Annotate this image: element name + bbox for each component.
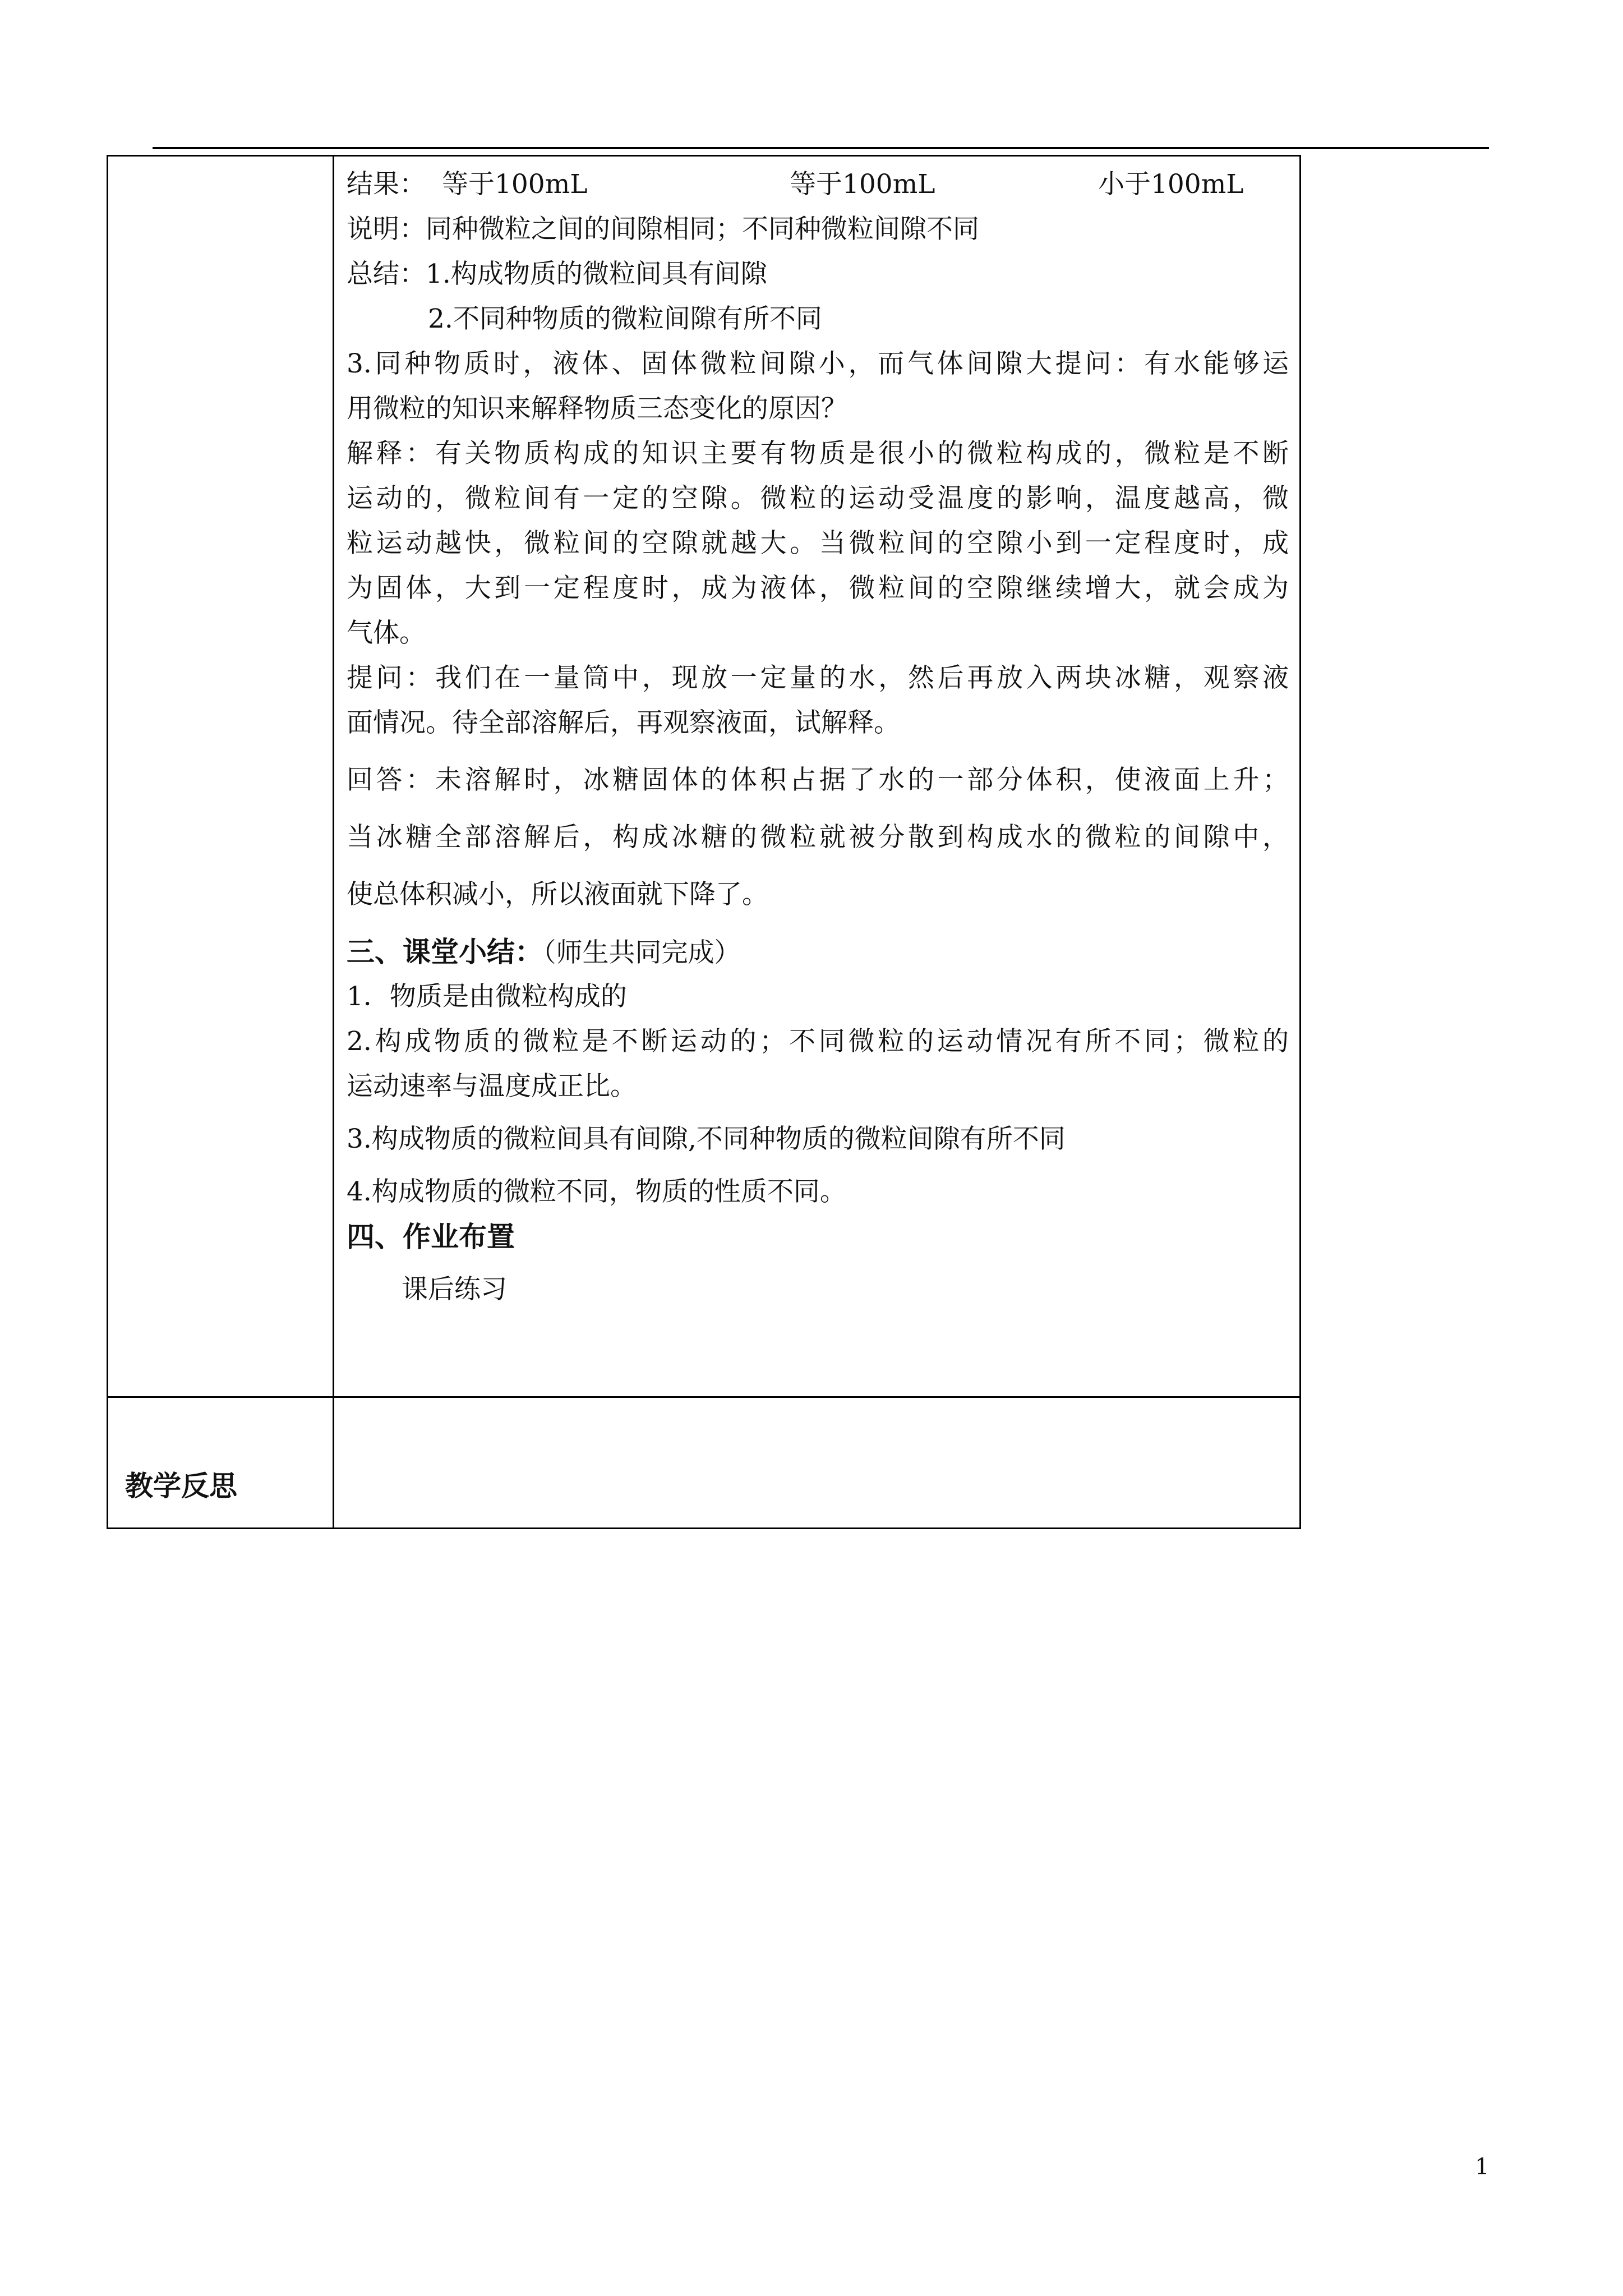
summary-item-2-line-2: 运动速率与温度成正比。 [347,1071,637,1102]
summary-item-2-line-1: 2.构成物质的微粒是不断运动的；不同微粒的运动情况有所不同；微粒的 [347,1026,1289,1057]
reflection-label: 教学反思 [125,1470,237,1502]
result-value-1: 等于100mL [442,169,588,200]
results-line [347,162,1289,207]
interpretation-line-5: 气体。 [347,618,426,648]
summary-line-1: 总结：1.构成物质的微粒间具有间隙 [347,259,767,289]
section3-heading-line [347,930,1289,974]
homework-item: 课后练习 [402,1274,507,1305]
interpretation-line-4: 为固体，大到一定程度时，成为液体，微粒间的空隙继续增大，就会成为 [347,573,1289,604]
answer-line-3: 使总体积减小，所以液面就下降了。 [347,879,768,910]
summary-line-2: 2.不同种物质的微粒间隙有所不同 [428,303,822,334]
answer-line-2: 当冰糖全部溶解后，构成冰糖的微粒就被分散到构成水的微粒的间隙中， [347,822,1289,853]
result-value-3: 小于100mL [1098,169,1244,200]
section3-heading: 三、课堂小结： [347,936,543,968]
row-divider [108,1396,1299,1398]
interpretation-line-2: 运动的，微粒间有一定的空隙。微粒的运动受温度的影响，温度越高，微 [347,483,1289,514]
explanation-line: 说明：同种微粒之间的间隙相同；不同种微粒间隙不同 [347,214,979,245]
question-line-1: 提问：我们在一量筒中，现放一定量的水，然后再放入两块冰糖，观察液 [347,662,1289,693]
results-label: 结果： [347,169,426,200]
point3-line-2: 用微粒的知识来解释物质三态变化的原因？ [347,393,847,424]
section3-note: （师生共同完成） [543,937,741,968]
section4-heading: 四、作业布置 [347,1221,515,1253]
summary-item-4: 4.构成物质的微粒不同，物质的性质不同。 [347,1176,846,1207]
lesson-content [347,162,1289,1312]
result-value-2: 等于100mL [790,169,935,200]
header-rule [153,147,1489,149]
lesson-table [107,155,1301,1529]
answer-line-1: 回答：未溶解时，冰糖固体的体积占据了水的一部分体积，使液面上升； [347,765,1289,795]
page-number: 1 [1475,2154,1490,2180]
column-divider [333,157,334,1527]
point3-line-1: 3.同种物质时，液体、固体微粒间隙小，而气体间隙大提问：有水能够运 [347,348,1289,379]
summary-item-3: 3.构成物质的微粒间具有间隙,不同种物质的微粒间隙有所不同 [347,1124,1066,1154]
summary-item-1: 1．物质是由微粒构成的 [347,981,627,1012]
question-line-2: 面情况。待全部溶解后，再观察液面，试解释。 [347,707,900,738]
interpretation-line-1: 解释：有关物质构成的知识主要有物质是很小的微粒构成的，微粒是不断 [347,438,1289,469]
section4-heading-line [347,1214,1289,1259]
interpretation-line-3: 粒运动越快，微粒间的空隙就越大。当微粒间的空隙小到一定程度时，成 [347,528,1289,559]
